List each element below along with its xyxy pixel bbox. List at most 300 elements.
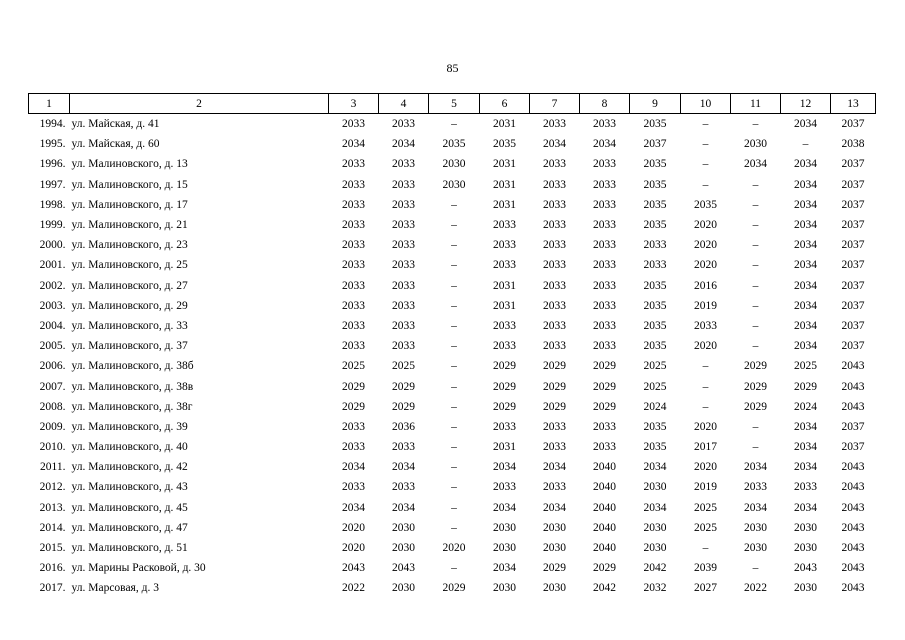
year-cell: 2040 <box>593 481 616 494</box>
year-cell: 2030 <box>643 481 667 494</box>
year-cell: 2031 <box>493 279 516 292</box>
table-row <box>29 417 876 437</box>
year-cell: 2029 <box>392 380 415 393</box>
year-cell: 2033 <box>342 420 365 433</box>
address-cell: ул. Малиновского, д. 43 <box>71 481 188 494</box>
address-cell: ул. Малиновского, д. 38в <box>71 380 194 393</box>
year-cell: – <box>702 542 709 555</box>
year-cell: 2033 <box>543 319 566 332</box>
row-number-cell: 2002. <box>39 279 66 292</box>
year-cell: 2033 <box>593 118 616 131</box>
year-cell: – <box>451 441 457 454</box>
year-cell: 2040 <box>593 501 616 514</box>
year-cell: 2029 <box>543 562 566 575</box>
year-cell: 2042 <box>643 562 667 575</box>
year-cell: 2034 <box>794 319 817 332</box>
year-cell: – <box>752 219 759 232</box>
year-cell: 2034 <box>794 461 817 474</box>
column-header: 3 <box>329 94 379 114</box>
year-cell: 2034 <box>794 158 817 171</box>
address-cell: ул. Малиновского, д. 38г <box>71 400 193 413</box>
year-cell: 2025 <box>392 360 415 373</box>
year-cell: 2035 <box>643 299 667 312</box>
year-cell: – <box>451 481 457 494</box>
address-cell: ул. Малиновского, д. 15 <box>71 178 188 191</box>
table-row <box>29 134 876 154</box>
year-cell: 2030 <box>794 582 817 595</box>
year-cell: 2031 <box>493 198 516 211</box>
address-cell: ул. Малиновского, д. 13 <box>71 158 188 171</box>
year-cell: 2033 <box>392 178 415 191</box>
table-row <box>29 296 876 316</box>
year-cell: – <box>451 118 457 131</box>
year-cell: 2030 <box>794 542 817 555</box>
year-cell: 2033 <box>643 259 667 272</box>
year-cell: 2033 <box>593 219 616 232</box>
year-cell: 2020 <box>694 461 717 474</box>
year-cell: 2016 <box>694 279 717 292</box>
year-cell: 2030 <box>794 521 817 534</box>
year-cell: – <box>451 461 457 474</box>
year-cell: 2033 <box>342 158 365 171</box>
year-cell: 2034 <box>794 178 817 191</box>
table-row <box>29 215 876 235</box>
year-cell: – <box>752 562 759 575</box>
year-cell: 2033 <box>342 340 365 353</box>
year-cell: 2033 <box>392 259 415 272</box>
year-cell: 2043 <box>841 360 865 373</box>
year-cell: 2043 <box>841 562 865 575</box>
year-cell: 2034 <box>493 562 516 575</box>
year-cell: 2029 <box>543 380 566 393</box>
year-cell: 2030 <box>392 521 415 534</box>
year-cell: 2029 <box>543 360 566 373</box>
year-cell: 2033 <box>593 299 616 312</box>
row-number-cell: 2009. <box>39 420 66 433</box>
year-cell: 2029 <box>342 400 365 413</box>
address-cell: ул. Малиновского, д. 37 <box>71 340 188 353</box>
year-cell: 2030 <box>744 521 767 534</box>
year-cell: 2033 <box>543 279 566 292</box>
year-cell: 2027 <box>694 582 717 595</box>
year-cell: 2037 <box>841 441 865 454</box>
year-cell: 2037 <box>841 219 865 232</box>
year-cell: 2024 <box>794 400 817 413</box>
table-row <box>29 518 876 538</box>
year-cell: – <box>752 118 759 131</box>
row-number-cell: 1998. <box>39 198 66 211</box>
year-cell: 2038 <box>841 138 865 151</box>
year-cell: 2033 <box>493 239 516 252</box>
year-cell: 2034 <box>744 461 767 474</box>
year-cell: 2031 <box>493 118 516 131</box>
year-cell: 2037 <box>841 279 865 292</box>
year-cell: 2033 <box>543 219 566 232</box>
year-cell: 2029 <box>593 562 616 575</box>
year-cell: 2030 <box>543 521 566 534</box>
year-cell: – <box>752 259 759 272</box>
year-cell: 2029 <box>543 400 566 413</box>
year-cell: – <box>451 420 457 433</box>
year-cell: 2033 <box>392 118 415 131</box>
table-row <box>29 316 876 336</box>
year-cell: 2033 <box>744 481 767 494</box>
year-cell: 2020 <box>342 542 365 555</box>
row-number-cell: 2015. <box>39 542 66 555</box>
column-header: 1 <box>29 94 70 114</box>
year-cell: 2034 <box>493 461 516 474</box>
table-row <box>29 538 876 558</box>
address-cell: ул. Малиновского, д. 21 <box>71 219 188 232</box>
year-cell: 2017 <box>694 441 717 454</box>
year-cell: 2033 <box>593 239 616 252</box>
year-cell: 2037 <box>841 239 865 252</box>
year-cell: 2034 <box>342 461 365 474</box>
year-cell: 2037 <box>643 138 667 151</box>
table-row <box>29 558 876 578</box>
year-cell: 2033 <box>543 178 566 191</box>
row-number-cell: 1995. <box>39 138 66 151</box>
year-cell: 2030 <box>493 582 516 595</box>
year-cell: 2034 <box>493 501 516 514</box>
year-cell: 2025 <box>643 360 667 373</box>
year-cell: 2035 <box>643 118 667 131</box>
year-cell: 2037 <box>841 299 865 312</box>
year-cell: 2035 <box>643 420 667 433</box>
year-cell: – <box>451 279 457 292</box>
year-cell: 2033 <box>694 319 717 332</box>
year-cell: 2020 <box>694 420 717 433</box>
year-cell: 2035 <box>643 279 667 292</box>
year-cell: 2034 <box>794 279 817 292</box>
year-cell: 2043 <box>342 562 365 575</box>
year-cell: 2030 <box>543 582 566 595</box>
year-cell: 2040 <box>593 461 616 474</box>
year-cell: 2035 <box>493 138 516 151</box>
year-cell: 2029 <box>744 360 767 373</box>
row-number-cell: 2004. <box>39 319 66 332</box>
row-number-cell: 2010. <box>39 441 66 454</box>
year-cell: 2043 <box>841 582 865 595</box>
column-header: 5 <box>429 94 480 114</box>
year-cell: 2033 <box>593 420 616 433</box>
year-cell: 2031 <box>493 441 516 454</box>
address-cell: ул. Малиновского, д. 17 <box>71 198 188 211</box>
year-cell: 2035 <box>694 198 717 211</box>
year-cell: 2033 <box>342 279 365 292</box>
year-cell: 2029 <box>744 400 767 413</box>
year-cell: 2034 <box>593 138 616 151</box>
year-cell: 2034 <box>794 501 817 514</box>
year-cell: 2030 <box>493 521 516 534</box>
year-cell: 2037 <box>841 319 865 332</box>
table-row <box>29 397 876 417</box>
row-number-cell: 2014. <box>39 521 66 534</box>
year-cell: 2029 <box>442 582 466 595</box>
year-cell: 2033 <box>392 198 415 211</box>
table-row <box>29 437 876 457</box>
year-cell: 2033 <box>392 441 415 454</box>
year-cell: 2034 <box>643 501 667 514</box>
year-cell: – <box>752 299 759 312</box>
year-cell: 2033 <box>593 319 616 332</box>
year-cell: – <box>752 198 759 211</box>
year-cell: 2034 <box>794 118 817 131</box>
address-cell: ул. Малиновского, д. 42 <box>71 461 188 474</box>
table-row <box>29 175 876 195</box>
year-cell: 2033 <box>342 198 365 211</box>
year-cell: 2033 <box>392 299 415 312</box>
year-cell: 2033 <box>342 299 365 312</box>
year-cell: 2019 <box>694 481 717 494</box>
year-cell: 2019 <box>694 299 717 312</box>
year-cell: 2022 <box>342 582 365 595</box>
row-number-cell: 1997. <box>39 178 66 191</box>
year-cell: – <box>752 319 759 332</box>
year-cell: 2034 <box>794 340 817 353</box>
row-number-cell: 2007. <box>39 380 66 393</box>
address-cell: ул. Малиновского, д. 45 <box>71 501 188 514</box>
year-cell: 2029 <box>593 380 616 393</box>
address-cell: ул. Малиновского, д. 38б <box>71 360 194 373</box>
column-header: 7 <box>530 94 580 114</box>
year-cell: 2033 <box>593 279 616 292</box>
year-cell: – <box>802 138 809 151</box>
year-cell: – <box>702 158 709 171</box>
column-header: 2 <box>70 94 329 114</box>
address-cell: ул. Марины Расковой, д. 30 <box>71 562 206 575</box>
row-number-cell: 2006. <box>39 360 66 373</box>
year-cell: – <box>451 380 457 393</box>
year-cell: 2033 <box>342 259 365 272</box>
year-cell: – <box>752 420 759 433</box>
year-cell: 2030 <box>643 542 667 555</box>
year-cell: 2031 <box>493 299 516 312</box>
year-cell: 2043 <box>841 380 865 393</box>
column-header: 13 <box>831 94 876 114</box>
year-cell: 2029 <box>493 400 516 413</box>
year-cell: 2034 <box>342 138 365 151</box>
column-header: 6 <box>480 94 530 114</box>
year-cell: 2034 <box>794 239 817 252</box>
year-cell: 2043 <box>841 400 865 413</box>
year-cell: 2040 <box>593 542 616 555</box>
table-body <box>29 114 876 599</box>
year-cell: 2034 <box>392 138 415 151</box>
row-number-cell: 2003. <box>39 299 66 312</box>
year-cell: – <box>752 178 759 191</box>
year-cell: 2033 <box>543 481 566 494</box>
address-cell: ул. Малиновского, д. 40 <box>71 441 188 454</box>
year-cell: 2029 <box>794 380 817 393</box>
year-cell: – <box>451 340 457 353</box>
row-number-cell: 1996. <box>39 158 66 171</box>
year-cell: 2043 <box>392 562 415 575</box>
table-row <box>29 578 876 598</box>
year-cell: 2033 <box>493 259 516 272</box>
year-cell: – <box>752 441 759 454</box>
year-cell: 2033 <box>593 178 616 191</box>
year-cell: 2043 <box>841 501 865 514</box>
year-cell: 2033 <box>593 340 616 353</box>
row-number-cell: 2005. <box>39 340 66 353</box>
column-header: 10 <box>681 94 731 114</box>
year-cell: 2033 <box>543 118 566 131</box>
year-cell: 2034 <box>794 420 817 433</box>
year-cell: – <box>451 319 457 332</box>
year-cell: 2035 <box>643 340 667 353</box>
year-cell: 2034 <box>392 501 415 514</box>
year-cell: 2033 <box>593 441 616 454</box>
year-cell: 2037 <box>841 118 865 131</box>
table-row <box>29 255 876 275</box>
year-cell: – <box>451 521 457 534</box>
year-cell: 2033 <box>593 158 616 171</box>
year-cell: 2037 <box>841 420 865 433</box>
year-cell: 2025 <box>342 360 365 373</box>
row-number-cell: 2013. <box>39 501 66 514</box>
row-number-cell: 2001. <box>39 259 66 272</box>
row-number-cell: 2000. <box>39 239 66 252</box>
address-cell: ул. Малиновского, д. 23 <box>71 239 188 252</box>
year-cell: – <box>702 118 709 131</box>
year-cell: 2030 <box>493 542 516 555</box>
year-cell: 2033 <box>543 259 566 272</box>
year-cell: – <box>451 562 457 575</box>
table-row <box>29 195 876 215</box>
year-cell: 2033 <box>342 178 365 191</box>
year-cell: 2033 <box>493 319 516 332</box>
year-cell: 2033 <box>543 420 566 433</box>
year-cell: 2034 <box>643 461 667 474</box>
year-cell: 2033 <box>543 198 566 211</box>
table-row <box>29 154 876 174</box>
table-row <box>29 235 876 255</box>
year-cell: – <box>451 219 457 232</box>
year-cell: 2030 <box>442 178 466 191</box>
table-row <box>29 356 876 376</box>
year-cell: 2034 <box>543 461 566 474</box>
year-cell: 2033 <box>392 219 415 232</box>
year-cell: 2029 <box>593 360 616 373</box>
page-number: 85 <box>446 61 459 75</box>
year-cell: 2033 <box>342 319 365 332</box>
year-cell: – <box>752 239 759 252</box>
year-cell: 2035 <box>643 158 667 171</box>
address-cell: ул. Малиновского, д. 33 <box>71 319 188 332</box>
year-cell: 2029 <box>493 360 516 373</box>
year-cell: 2020 <box>342 521 365 534</box>
year-cell: – <box>702 380 709 393</box>
year-cell: 2029 <box>593 400 616 413</box>
year-cell: 2037 <box>841 198 865 211</box>
year-cell: 2033 <box>543 441 566 454</box>
column-header: 11 <box>731 94 781 114</box>
year-cell: 2034 <box>794 219 817 232</box>
year-cell: 2029 <box>392 400 415 413</box>
year-cell: 2033 <box>392 158 415 171</box>
year-cell: 2032 <box>643 582 667 595</box>
year-cell: – <box>702 400 709 413</box>
address-cell: ул. Малиновского, д. 51 <box>71 542 188 555</box>
year-cell: 2020 <box>694 259 717 272</box>
year-cell: 2034 <box>794 259 817 272</box>
year-cell: 2037 <box>841 178 865 191</box>
year-cell: 2020 <box>694 239 717 252</box>
year-cell: – <box>752 340 759 353</box>
year-cell: 2033 <box>392 481 415 494</box>
column-header: 12 <box>781 94 831 114</box>
row-number-cell: 1994. <box>39 118 66 131</box>
year-cell: 2033 <box>342 219 365 232</box>
year-cell: – <box>451 259 457 272</box>
year-cell: – <box>451 239 457 252</box>
year-cell: 2020 <box>442 542 466 555</box>
year-cell: 2033 <box>543 340 566 353</box>
year-cell: 2029 <box>744 380 767 393</box>
year-cell: 2033 <box>543 158 566 171</box>
year-cell: 2025 <box>694 501 717 514</box>
year-cell: 2035 <box>643 319 667 332</box>
year-cell: – <box>702 138 709 151</box>
year-cell: 2036 <box>392 420 415 433</box>
year-cell: 2030 <box>744 138 767 151</box>
year-cell: 2033 <box>392 239 415 252</box>
row-number-cell: 1999. <box>39 219 66 232</box>
year-cell: 2025 <box>643 380 667 393</box>
year-cell: 2031 <box>493 158 516 171</box>
year-cell: 2042 <box>593 582 616 595</box>
column-header: 4 <box>379 94 429 114</box>
year-cell: 2035 <box>643 198 667 211</box>
year-cell: 2033 <box>493 481 516 494</box>
year-cell: 2034 <box>744 501 767 514</box>
year-cell: 2020 <box>694 340 717 353</box>
year-cell: 2033 <box>593 259 616 272</box>
year-cell: 2033 <box>493 219 516 232</box>
address-cell: ул. Малиновского, д. 25 <box>71 259 188 272</box>
table-row <box>29 336 876 356</box>
year-cell: 2043 <box>841 542 865 555</box>
table-row <box>29 498 876 518</box>
year-cell: 2043 <box>841 461 865 474</box>
address-cell: ул. Майская, д. 41 <box>71 118 160 131</box>
table-row <box>29 376 876 396</box>
year-cell: 2034 <box>794 198 817 211</box>
year-cell: 2033 <box>593 198 616 211</box>
year-cell: 2034 <box>392 461 415 474</box>
year-cell: 2033 <box>342 481 365 494</box>
year-cell: 2039 <box>694 562 717 575</box>
year-cell: 2034 <box>543 138 566 151</box>
year-cell: 2034 <box>794 299 817 312</box>
year-cell: 2033 <box>392 340 415 353</box>
year-cell: 2040 <box>593 521 616 534</box>
header-row <box>29 94 876 114</box>
column-header: 9 <box>630 94 681 114</box>
year-cell: 2033 <box>543 299 566 312</box>
year-cell: 2030 <box>744 542 767 555</box>
address-cell: ул. Малиновского, д. 39 <box>71 420 188 433</box>
year-cell: 2030 <box>392 542 415 555</box>
year-cell: – <box>702 178 709 191</box>
year-cell: 2033 <box>543 239 566 252</box>
year-cell: 2043 <box>841 481 865 494</box>
year-cell: 2034 <box>794 441 817 454</box>
year-cell: 2035 <box>643 178 667 191</box>
year-cell: 2033 <box>493 340 516 353</box>
table-row <box>29 114 876 135</box>
